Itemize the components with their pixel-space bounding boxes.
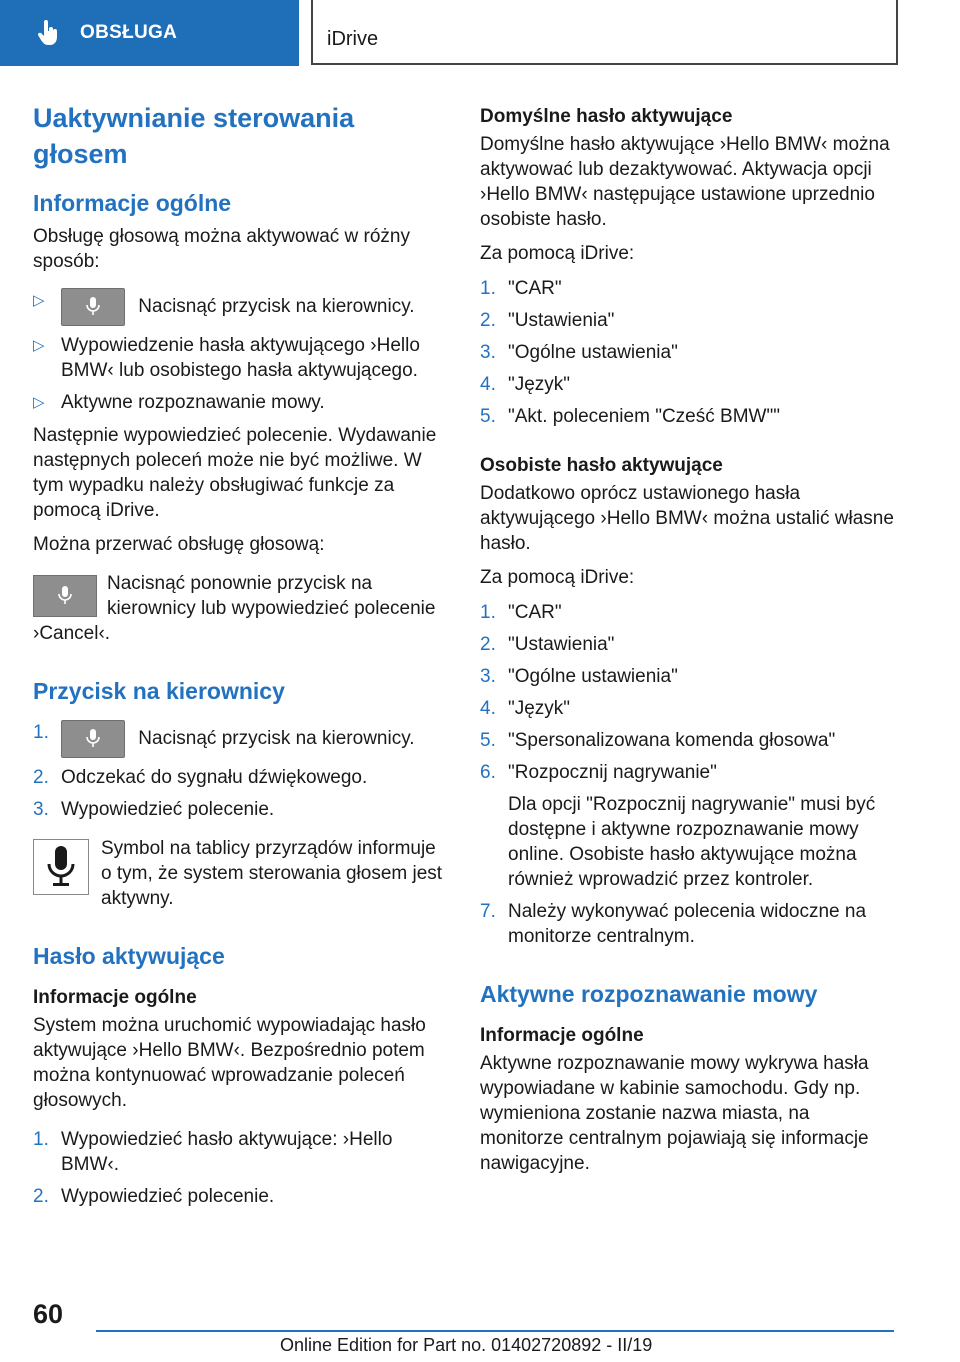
step-number: 3. [33,799,49,820]
list-item [480,696,896,721]
list-item [480,372,896,397]
activation-ways-list [33,288,445,415]
step-text: Nacisnąć przycisk na kierownicy. [138,728,415,750]
step-number: 1. [480,278,496,299]
left-column [33,100,445,1217]
step-text: Należy wykonywać polecenia widoczne na monitorze centralnym. [508,901,867,947]
step-number: 4. [480,374,496,395]
list-item [480,276,896,301]
list-item [480,600,896,625]
step-text: Wypowiedzieć hasło aktywujące: ›Hello BMW‹. [61,1129,393,1175]
list-item [33,1184,445,1209]
step-text: Odczekać do sygnału dźwiękowego. [61,767,368,788]
list-item [480,632,896,657]
chapter-title: iDrive [327,28,379,50]
password-heading: Hasło aktywujące [33,943,225,969]
step-number: 6. [480,762,496,783]
step-text: "Język" [508,374,571,395]
step-number: 1. [480,602,496,623]
list-item [33,288,445,326]
step-text: "CAR" [508,602,562,623]
microphone-icon [86,729,100,749]
default-text: Domyślne hasło aktywujące ›Hello BMW‹ można aktywować lub dezaktywować. Aktywacja opcji ›Hello BMW‹ następujące ustawione uprzednio osobiste hasło. [480,134,890,230]
step-number: 7. [480,901,496,922]
list-item [480,728,896,753]
step-text: "Rozpocznij nagrywanie" [508,762,717,783]
symbol-block [33,836,445,911]
step-text: "Ogólne ustawienia" [508,342,678,363]
triangle-bullet-icon: ▷ [33,394,45,411]
personal-text: Dodatkowo oprócz ustawionego hasła aktywującego ›Hello BMW‹ można ustalić własne hasło. [480,483,894,554]
step-text: "Język" [508,698,571,719]
list-item [33,333,445,383]
right-column [480,100,896,1185]
step-text: Wypowiedzieć polecenie. [61,1186,275,1207]
page-number: 60 [33,1299,64,1329]
voice-button-icon [33,575,97,617]
step-number: 5. [480,730,496,751]
default-steps [480,276,896,429]
voice-button-icon [61,288,125,326]
list-item [33,797,445,822]
password-text: System można uruchomić wypowiadając hasło aktywujące ›Hello BMW‹. Bezpośrednio potem można kontynuować wprowadzanie poleceń głosowych. [33,1015,426,1111]
list-item [480,404,896,429]
step-note: Dla opcji "Rozpocznij nagrywanie" musi być dostępne i aktywne rozpoznawanie mowy online. Osobiste hasło aktywujące można również wprowadzić przez kontroler. [508,794,876,890]
general-heading: Informacje ogólne [33,190,232,216]
step-text: "Spersonalizowana komenda głosowa" [508,730,836,751]
general-intro: Obsługę głosową można aktywować w różny sposób: [33,226,411,272]
via-idrive-label: Za pomocą iDrive: [480,567,635,588]
list-item [480,664,896,689]
hand-pointer-icon [38,20,60,46]
step-text: "CAR" [508,278,562,299]
step-number: 2. [480,310,496,331]
via-idrive-label: Za pomocą iDrive: [480,243,635,264]
list-item [480,899,896,949]
step-number: 2. [33,767,49,788]
page-title: Uaktywnianie sterowania głosem [33,103,355,169]
step-number: 1. [33,722,49,743]
interrupt-text: Nacisnąć ponownie przycisk na kierownicy lub wypowiedzieć polecenie ›Cancel‹. [33,573,436,644]
footer-divider [96,1330,894,1332]
section-tab [0,0,299,66]
step-number: 4. [480,698,496,719]
step-number: 3. [480,666,496,687]
personal-steps [480,600,896,949]
step-number: 2. [480,634,496,655]
step-text: "Akt. poleceniem "Cześć BMW"" [508,406,780,427]
steering-steps [33,720,445,822]
step-text: "Ustawienia" [508,634,615,655]
step-number: 1. [33,1129,49,1150]
after-ways-text: Następnie wypowiedzieć polecenie. Wydawanie następnych poleceń może nie być możliwe. W tym wypadku należy obsługiwać funkcje za pomocą iDrive. [33,425,437,521]
active-heading: Aktywne rozpoznawanie mowy [480,981,818,1007]
microphone-icon [86,297,100,317]
step-number: 5. [480,406,496,427]
list-item [33,720,445,758]
password-steps [33,1127,445,1209]
active-subheading: Informacje ogólne [480,1025,644,1046]
list-item [33,1127,445,1177]
personal-heading: Osobiste hasło aktywujące [480,455,723,476]
step-number: 3. [480,342,496,363]
way-text: Aktywne rozpoznawanie mowy. [61,392,325,413]
password-subheading: Informacje ogólne [33,987,197,1008]
chapter-box [311,0,898,65]
list-item [33,390,445,415]
section-tab-label: OBSŁUGA [80,22,178,43]
step-text: "Ogólne ustawienia" [508,666,678,687]
default-heading: Domyślne hasło aktywujące [480,106,733,127]
voice-button-icon [61,720,125,758]
triangle-bullet-icon: ▷ [33,292,45,309]
page-header [0,0,960,66]
list-item [480,308,896,333]
active-text: Aktywne rozpoznawanie mowy wykrywa hasła wypowiadane w kabinie samochodu. Gdy np. wymieniona zostanie nazwa miasta, na monitorze centralnym pojawiają się informacje nawigacyjne. [480,1053,869,1174]
interrupt-intro: Można przerwać obsługę głosową: [33,534,325,555]
footer-edition: Online Edition for Part no. 01402720892 - II/19 [280,1335,653,1355]
way-text: Nacisnąć przycisk na kierownicy. [138,296,415,318]
list-item [480,760,896,892]
steering-heading: Przycisk na kierownicy [33,678,285,704]
list-item [480,340,896,365]
step-number: 2. [33,1186,49,1207]
interrupt-block [33,571,445,646]
symbol-text: Symbol na tablicy przyrządów informuje o tym, że system sterowania głosem jest aktywny. [101,838,443,909]
step-text: Wypowiedzieć polecenie. [61,799,275,820]
list-item [33,765,445,790]
microphone-icon [46,846,76,888]
microphone-icon [58,586,72,606]
step-text: "Ustawienia" [508,310,615,331]
voice-active-symbol [33,839,89,895]
triangle-bullet-icon: ▷ [33,337,45,354]
way-text: Wypowiedzenie hasła aktywującego ›Hello BMW‹ lub osobistego hasła aktywującego. [61,335,420,381]
